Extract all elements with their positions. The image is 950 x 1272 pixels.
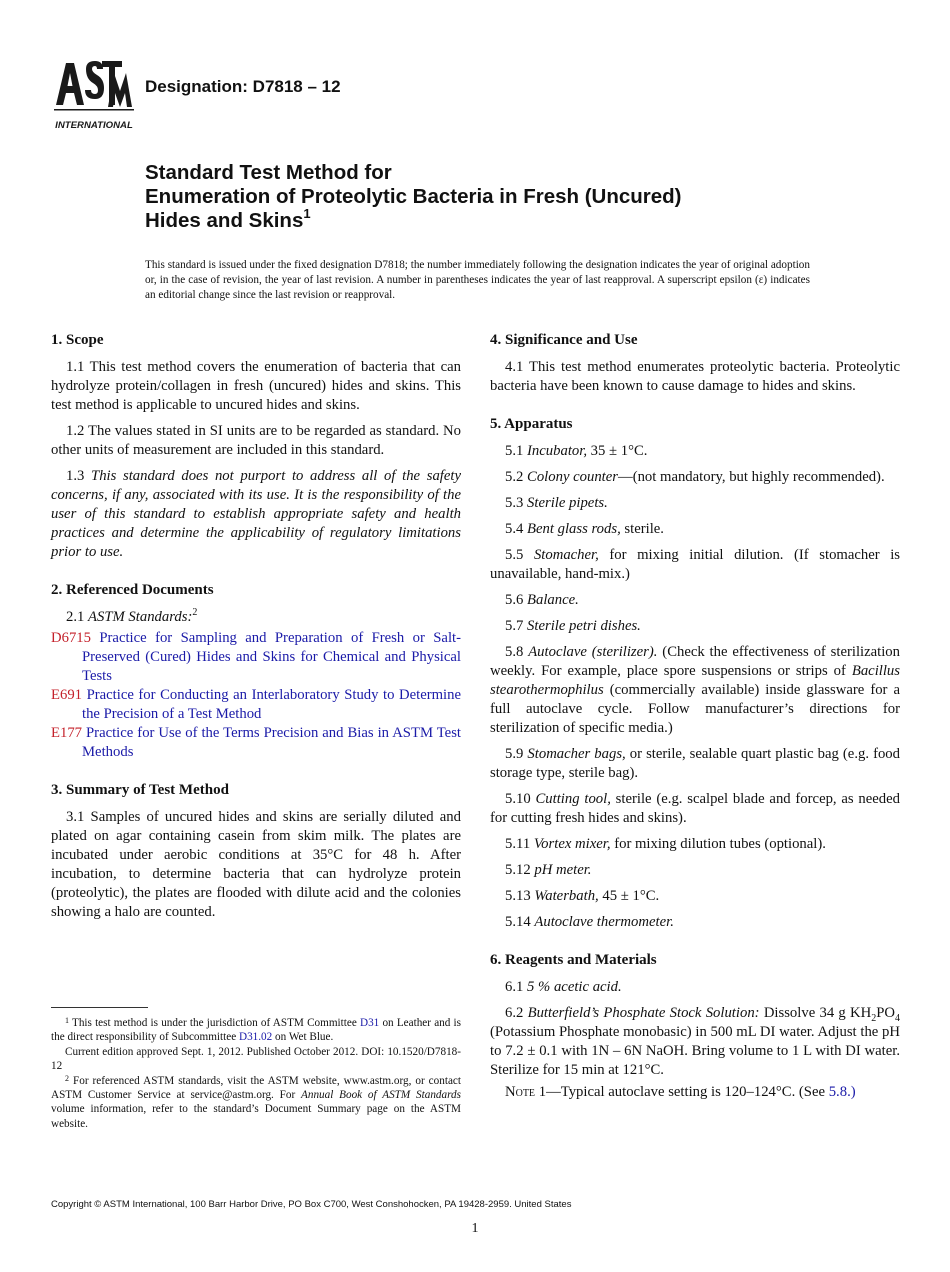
title-line-3 bbox=[145, 206, 845, 233]
item-term: 5 % acetic acid. bbox=[527, 979, 622, 995]
apparatus-item bbox=[490, 442, 900, 461]
item-term: Butterfield’s Phosphate Stock Solution: bbox=[527, 1005, 760, 1021]
apparatus-item bbox=[490, 617, 900, 636]
item-term: Bent glass rods, bbox=[527, 521, 621, 537]
scope-1-3-num: 1.3 bbox=[66, 468, 92, 484]
apparatus-item bbox=[490, 861, 900, 880]
item-text: (Potassium Phosphate monobasic) in 500 mL DI water. Adjust the pH to 7.2 ± 0.1 with 1N – 6N NaOH. Bring volume to 1 L with DI water. Sterilize for 15 min at 121°C. bbox=[490, 1024, 900, 1078]
summary-heading: 3. Summary of Test Method bbox=[51, 782, 229, 798]
footnote-rule bbox=[51, 1007, 148, 1008]
reference-title[interactable]: Practice for Use of the Terms Precision and Bias in ASTM Test Methods bbox=[82, 725, 461, 760]
section-significance bbox=[490, 330, 900, 396]
referenced-2-1-sup: 2 bbox=[192, 607, 198, 619]
item-text: Dissolve 34 g KH bbox=[759, 1005, 872, 1021]
item-rest: for mixing dilution tubes (optional). bbox=[610, 836, 826, 852]
item-tail: (commercially available) inside glassware for a full autoclave cycle. Follow manufacturer’s directions for sterilization of specific media.) bbox=[490, 682, 900, 736]
footnote-text: volume information, refer to the standard’s Document Summary page on the ASTM website. bbox=[51, 1103, 461, 1130]
reference-d6715[interactable] bbox=[51, 629, 461, 686]
item-term: Autoclave thermometer. bbox=[534, 914, 674, 930]
referenced-2-1 bbox=[51, 608, 461, 627]
item-term: Incubator, bbox=[527, 443, 587, 459]
footnote-mark: 2 bbox=[65, 1073, 69, 1083]
section-scope bbox=[51, 330, 461, 562]
scope-1-3-text: This standard does not purport to address all of the safety concerns, if any, associated with its use. It is the responsibility of the user of this standard to establish appropriate safety and health practices and determine the applicability of regulatory limitations prior to use. bbox=[51, 468, 462, 560]
left-column bbox=[51, 330, 461, 929]
page-number: 1 bbox=[471, 1221, 479, 1236]
footnote-italic: Annual Book of ASTM Standards bbox=[301, 1089, 461, 1102]
apparatus-item bbox=[490, 591, 900, 610]
scope-1-1: 1.1 This test method covers the enumeration of bacteria that can hydrolyze protein/collagen in fresh (uncured) hides and skins. This test method is applicable to uncured hides and skins. bbox=[51, 359, 461, 413]
item-rest: 45 ± 1°C. bbox=[598, 888, 660, 904]
reference-code[interactable]: E177 bbox=[51, 725, 83, 741]
item-term: Stomacher bags, bbox=[527, 746, 626, 762]
apparatus-item bbox=[490, 494, 900, 513]
summary-3-1: 3.1 Samples of uncured hides and skins are serially diluted and plated on agar containing casein from skim milk. The plates are incubated under aerobic conditions at 35°C for 48 h. After incubation, to determine bacteria that can hydrolyze protein (proteolytic), the plates are flooded with dilute acid and the colonies showing a halo are counted. bbox=[51, 809, 461, 920]
item-num: 5.6 bbox=[505, 592, 528, 608]
note-text: 1—Typical autoclave setting is 120–124°C. (See bbox=[535, 1084, 829, 1100]
apparatus-item bbox=[490, 546, 900, 584]
referenced-2-1-text: ASTM Standards: bbox=[88, 609, 193, 625]
item-num: 5.10 bbox=[505, 791, 536, 807]
item-text: PO bbox=[876, 1005, 895, 1021]
apparatus-item bbox=[490, 520, 900, 539]
footnotes bbox=[51, 1016, 461, 1131]
item-term: pH meter. bbox=[534, 862, 592, 878]
significance-heading: 4. Significance and Use bbox=[490, 332, 638, 348]
item-rest: or sterile, sealable quart plastic bag (e.g. food storage type, sterile bag). bbox=[490, 746, 900, 781]
item-term: Colony counter bbox=[527, 469, 618, 485]
item-num: 5.3 bbox=[505, 495, 528, 511]
item-num: 5.2 bbox=[505, 469, 528, 485]
reference-e177[interactable] bbox=[51, 724, 461, 762]
item-num: 5.4 bbox=[505, 521, 528, 537]
item-num: 5.8 bbox=[505, 644, 529, 660]
title-line-3-text: Hides and Skins bbox=[145, 209, 304, 232]
referenced-heading: 2. Referenced Documents bbox=[51, 582, 214, 598]
item-num: 6.2 bbox=[505, 1005, 528, 1021]
item-term: Sterile pipets. bbox=[527, 495, 608, 511]
designation: Designation: D7818 – 12 bbox=[145, 77, 341, 96]
title-line-1: Standard Test Method for bbox=[145, 161, 392, 184]
copyright: Copyright © ASTM International, 100 Barr Harbor Drive, PO Box C700, West Conshohocken, PA 19428-2959. United States bbox=[51, 1199, 572, 1210]
title-footnote-mark: 1 bbox=[303, 206, 311, 221]
document-title bbox=[145, 161, 845, 233]
item-term: Cutting tool, bbox=[535, 791, 611, 807]
item-num: 5.14 bbox=[505, 914, 535, 930]
item-rest: —(not mandatory, but highly recommended). bbox=[618, 469, 885, 485]
section-summary bbox=[51, 780, 461, 922]
reference-title[interactable]: Practice for Conducting an Interlaboratory Study to Determine the Precision of a Test Method bbox=[82, 687, 461, 722]
item-term: Stomacher, bbox=[533, 547, 599, 563]
significance-4-1: 4.1 This test method enumerates proteolytic bacteria. Proteolytic bacteria have been known to cause damage to hides and skins. bbox=[490, 359, 900, 394]
footnote-link-d31[interactable]: D31 bbox=[359, 1017, 380, 1029]
item-organism: Bacillus stearothermophilus bbox=[490, 663, 900, 698]
footnote-mark: 1 bbox=[65, 1016, 69, 1025]
item-rest: sterile. bbox=[620, 521, 664, 537]
footnote-text: on Leather and is the direct responsibility of Subcommittee bbox=[51, 1017, 462, 1044]
reagents-6-2 bbox=[490, 1004, 900, 1080]
note-link[interactable]: 5.8. bbox=[828, 1084, 851, 1100]
referenced-2-1-num: 2.1 bbox=[66, 609, 89, 625]
item-rest: 35 ± 1°C. bbox=[587, 443, 648, 459]
apparatus-item-autoclave bbox=[490, 643, 900, 738]
subscript: 2 bbox=[871, 1012, 877, 1024]
astm-logo bbox=[50, 55, 136, 135]
note-1 bbox=[490, 1083, 900, 1102]
item-rest: (Check the effectiveness of sterilization weekly. For example, place spore suspensions or strips of bbox=[490, 644, 900, 679]
item-num: 5.1 bbox=[505, 443, 528, 459]
item-term: Balance. bbox=[527, 592, 579, 608]
apparatus-item bbox=[490, 745, 900, 783]
apparatus-item bbox=[490, 468, 900, 487]
reference-code[interactable]: E691 bbox=[51, 687, 83, 703]
subscript: 4 bbox=[895, 1012, 900, 1024]
reference-e691[interactable] bbox=[51, 686, 461, 724]
section-referenced-documents bbox=[51, 580, 461, 762]
item-num: 5.11 bbox=[505, 836, 534, 852]
item-term: Sterile petri dishes. bbox=[527, 618, 641, 634]
reference-code[interactable]: D6715 bbox=[51, 630, 91, 646]
scope-1-2: 1.2 The values stated in SI units are to be regarded as standard. No other units of measurement are included in this standard. bbox=[51, 423, 461, 458]
apparatus-item bbox=[490, 790, 900, 828]
reference-list bbox=[51, 629, 461, 762]
right-column bbox=[490, 330, 900, 1109]
footnote-2 bbox=[51, 1074, 461, 1132]
title-line-2: Enumeration of Proteolytic Bacteria in Fresh (Uncured) bbox=[145, 185, 682, 208]
footnote-1-edition: Current edition approved Sept. 1, 2012. Published October 2012. DOI: 10.1520/D7818-12 bbox=[51, 1045, 461, 1073]
scope-1-3 bbox=[51, 467, 461, 562]
logo-text: INTERNATIONAL bbox=[55, 120, 133, 131]
note-label: Note bbox=[505, 1084, 536, 1100]
apparatus-item bbox=[490, 835, 900, 854]
reagents-6-1 bbox=[490, 978, 900, 997]
footnote-link-d31-02[interactable]: D31.02 bbox=[238, 1031, 273, 1044]
item-num: 5.12 bbox=[505, 862, 535, 878]
apparatus-item bbox=[490, 887, 900, 906]
item-num: 5.9 bbox=[505, 746, 528, 762]
item-num: 5.7 bbox=[505, 618, 528, 634]
scope-heading: 1. Scope bbox=[51, 332, 104, 348]
item-num: 5.5 bbox=[505, 547, 534, 563]
footnote-text: on Wet Blue. bbox=[272, 1031, 334, 1044]
issue-note: This standard is issued under the fixed designation D7818; the number immediately following the designation indicates the year of original adoption or, in the case of revision, the year of last revision. A number in parentheses indicates the year of last reapproval. A superscript epsilon (ε) indicates an editorial change since the last revision or reapproval. bbox=[145, 259, 810, 302]
item-rest: sterile (e.g. scalpel blade and forcep, as needed for cutting fresh hides and skins). bbox=[490, 791, 901, 826]
item-term: Vortex mixer, bbox=[533, 836, 611, 852]
item-term: Waterbath, bbox=[534, 888, 599, 904]
item-num: 5.13 bbox=[505, 888, 535, 904]
section-reagents bbox=[490, 950, 900, 1102]
apparatus-item bbox=[490, 913, 900, 932]
reference-title[interactable]: Practice for Sampling and Preparation of Fresh or Salt-Preserved (Cured) Hides and Skins for Chemical and Physical Tests bbox=[82, 630, 461, 684]
footnote-text: For referenced ASTM standards, visit the ASTM website, www.astm.org, or contact ASTM Customer Service at service@astm.org. For bbox=[51, 1074, 461, 1102]
item-num: 6.1 bbox=[505, 979, 528, 995]
item-rest: for mixing initial dilution. (If stomacher is unavailable, hand-mix.) bbox=[490, 547, 900, 582]
note-end: ) bbox=[850, 1084, 856, 1100]
apparatus-heading: 5. Apparatus bbox=[490, 416, 573, 432]
reagents-heading: 6. Reagents and Materials bbox=[490, 952, 657, 968]
item-term: Autoclave (sterilizer). bbox=[528, 644, 658, 660]
footnote-text: This test method is under the jurisdiction of ASTM Committee bbox=[69, 1017, 360, 1029]
footnote-1 bbox=[51, 1016, 461, 1045]
section-apparatus bbox=[490, 414, 900, 932]
